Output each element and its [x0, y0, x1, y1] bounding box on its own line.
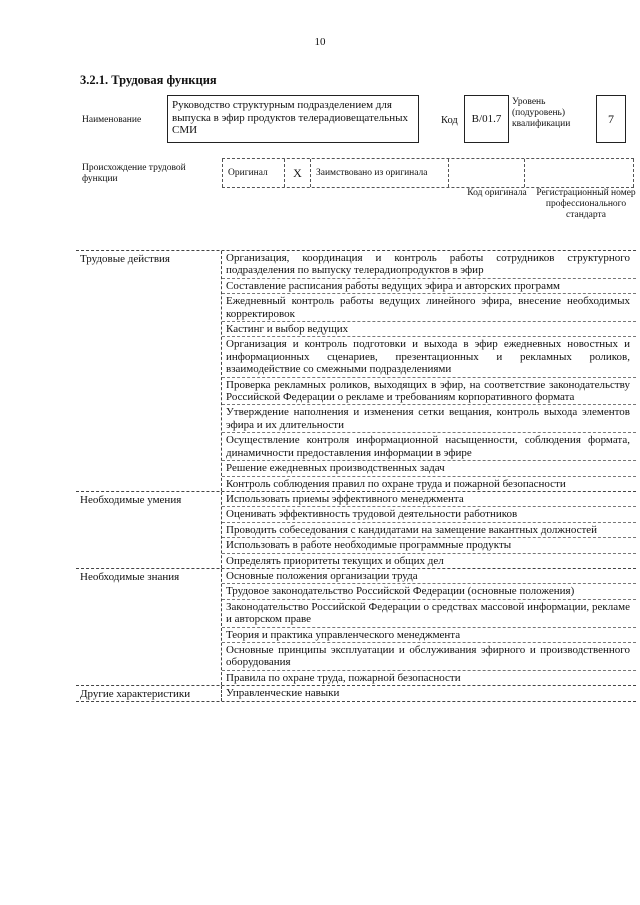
list-item: Организация и контроль подготовки и выхода в эфир ежедневных новостных и информационных сценариев, презентационных и рекламных роликов, взаимодействие со смежными подразделениями [222, 337, 636, 377]
list-item: Правила по охране труда, пожарной безопасности [226, 671, 461, 684]
original-label: Оригинал [228, 168, 268, 178]
list-item: Утверждение наполнения и изменения сетки вещания, контроль выхода элементов эфира и их длительности [222, 405, 636, 433]
group-required-skills [76, 491, 636, 568]
code-value: B/01.7 [471, 113, 502, 125]
group-items [222, 251, 636, 491]
list-item: Теория и практика управленческого менеджмента [222, 628, 636, 643]
reg-number-label: Регистрационный номер профессионального стандарта [536, 188, 636, 220]
group-items [222, 569, 636, 685]
name-label: Наименование [82, 115, 142, 125]
list-item: Законодательство Российской Федерации о средствах массовой информации, рекламе и авторском праве [222, 600, 636, 628]
list-item: Решение ежедневных производственных задач [222, 461, 636, 476]
list-item: Ежедневный контроль работы ведущих линейного эфира, внесение необходимых корректировок [222, 294, 636, 322]
function-details-table [76, 250, 636, 702]
code-label: Код [441, 115, 458, 126]
list-item: Проводить собеседования с кандидатами на замещение вакантных должностей [222, 523, 636, 538]
original-code-label: Код оригинала [467, 188, 527, 198]
group-label: Другие характеристики [76, 686, 222, 700]
level-value: 7 [608, 111, 614, 126]
level-label: Уровень (подуровень) квалификации [512, 97, 571, 129]
section-title: 3.2.1. Трудовая функция [80, 73, 217, 87]
group-label: Необходимые знания [76, 569, 222, 685]
table-bottom-border [76, 701, 636, 702]
group-items [222, 686, 636, 700]
group-items [222, 492, 636, 568]
origin-table [222, 158, 634, 188]
list-item: Составление расписания работы ведущих эфира и авторских программ [222, 279, 636, 294]
list-item: Контроль соблюдения правил по охране труда и пожарной безопасности [226, 477, 566, 490]
reg-number-cell [524, 159, 634, 187]
borrowed-cell [310, 159, 448, 187]
list-item: Управленческие навыки [226, 687, 340, 700]
original-mark-cell [284, 159, 310, 187]
list-item: Организация, координация и контроль работы сотрудников структурного подразделения по выпуску телерадиопродуктов в эфир [222, 251, 636, 279]
original-mark: X [293, 165, 302, 180]
list-item: Основные принципы эксплуатации и обслуживания эфирного и производственного оборудования [222, 643, 636, 671]
origin-label: Происхождение трудовой функции [82, 163, 186, 184]
original-code-cell [448, 159, 524, 187]
group-label: Необходимые умения [76, 492, 222, 568]
list-item: Определять приоритеты текущих и общих дел [226, 554, 444, 567]
borrowed-label: Заимствовано из оригинала [316, 168, 428, 178]
function-name-value: Руководство структурным подразделением для выпуска в эфир продуктов телерадиовещательных СМИ [172, 99, 408, 136]
function-name-box [167, 95, 419, 143]
list-item: Осуществление контроля информационной насыщенности, соблюдения формата, динамичности предоставления информации в эфире [222, 433, 636, 461]
level-box [596, 95, 626, 143]
list-item: Проверка рекламных роликов, выходящих в эфир, на соответствие законодательству Российской Федерации о рекламе и требованиям корпоративного формата [222, 378, 636, 406]
group-labor-actions [76, 250, 636, 491]
list-item: Использовать в работе необходимые программные продукты [222, 538, 636, 553]
list-item: Трудовое законодательство Российской Федерации (основные положения) [222, 584, 636, 599]
code-box [464, 95, 509, 143]
group-label: Трудовые действия [76, 251, 222, 491]
page-number: 10 [314, 36, 326, 48]
group-other-characteristics [76, 685, 636, 700]
list-item: Оценивать эффективность трудовой деятельности работников [222, 507, 636, 522]
group-required-knowledge [76, 568, 636, 685]
list-item: Кастинг и выбор ведущих [222, 322, 636, 337]
original-cell [222, 159, 284, 187]
list-item: Основные положения организации труда [222, 569, 636, 584]
list-item: Использовать приемы эффективного менеджмента [222, 492, 636, 507]
